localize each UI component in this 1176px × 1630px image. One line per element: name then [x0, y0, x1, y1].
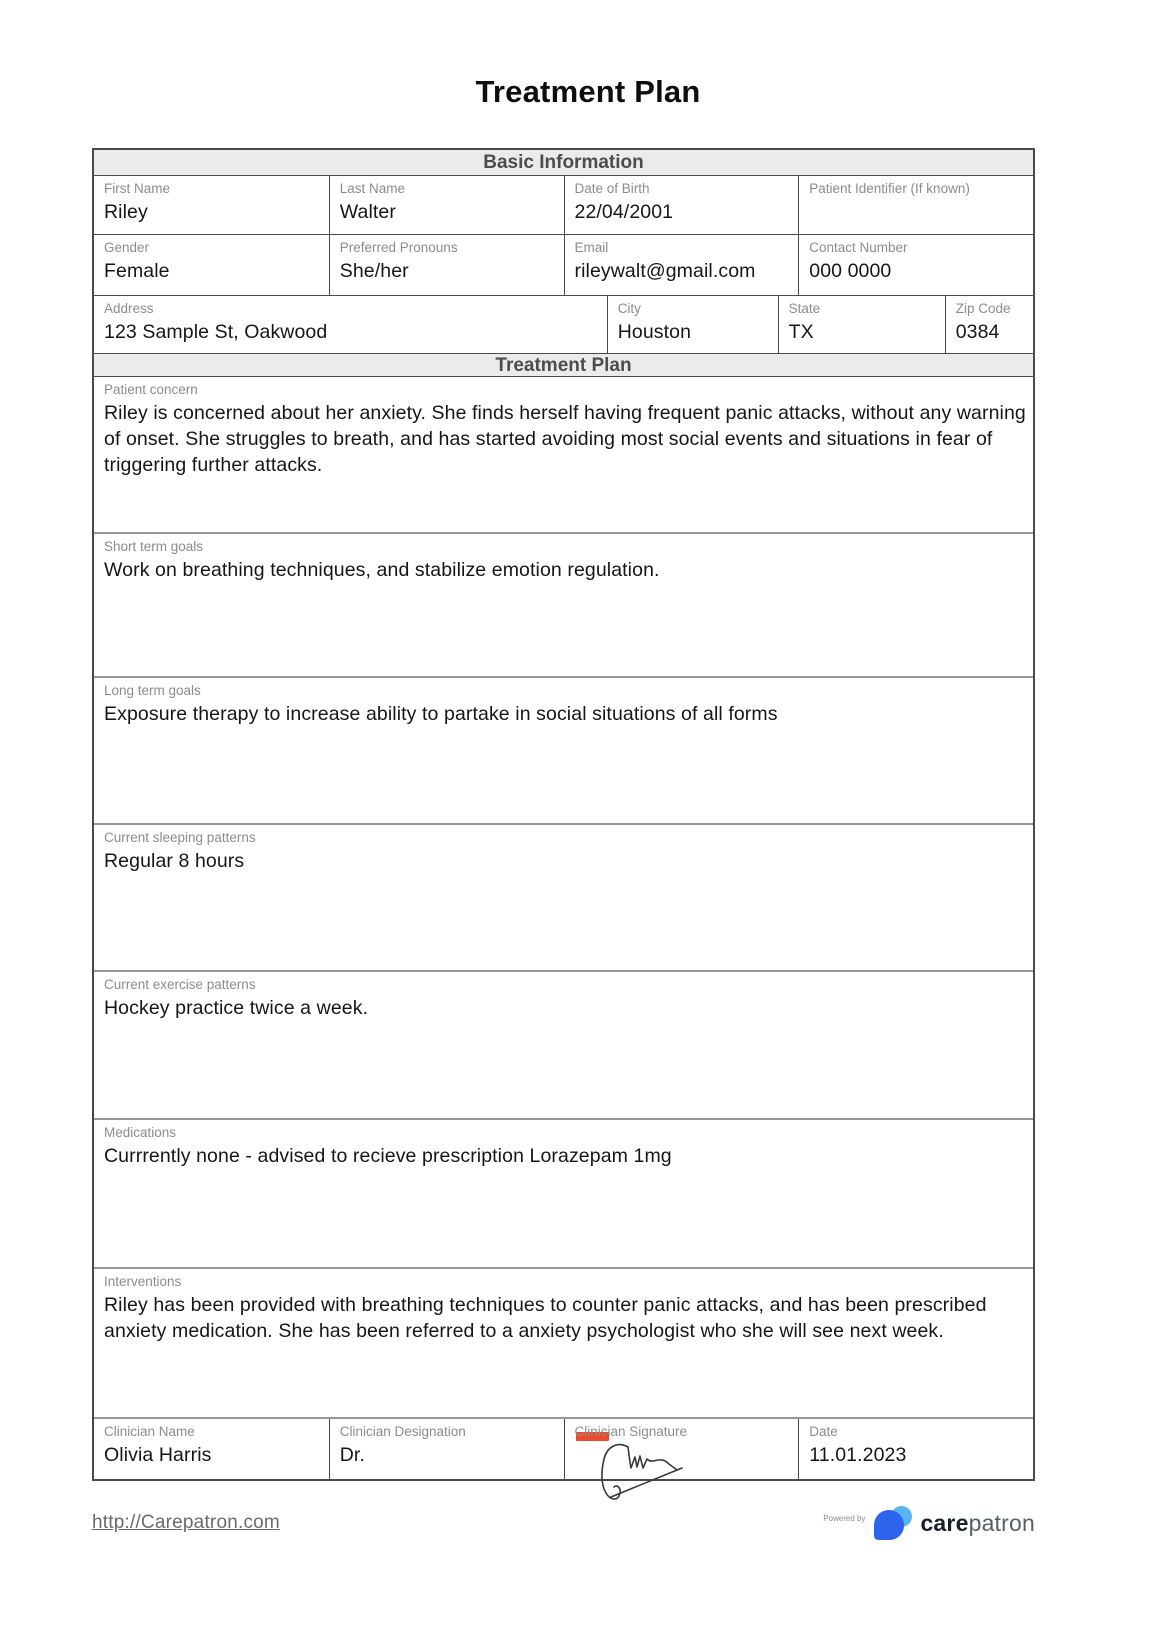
field-date: [798, 1419, 1033, 1479]
field-medications-value: Currrently none - advised to recieve prescription Lorazepam 1mg: [104, 1145, 672, 1167]
field-date-label: Date: [809, 1424, 838, 1439]
field-state-value: TX: [788, 321, 814, 343]
field-clinician-signature-label: Clinician Signature: [574, 1424, 688, 1439]
field-medications: [94, 1120, 1033, 1267]
row-patient-concern: [94, 376, 1033, 532]
treatment-plan-form: [92, 148, 1035, 1481]
field-state-label: State: [788, 301, 821, 316]
field-last-name-label: Last Name: [339, 181, 406, 196]
field-patient-identifier-value: [799, 197, 1033, 199]
field-address-label: Address: [104, 301, 154, 316]
field-first-name: [94, 176, 329, 234]
field-zip-code-value: 0384: [955, 321, 1000, 343]
field-clinician-name-label: Clinician Name: [104, 1424, 195, 1439]
field-short-term-goals-value: Work on breathing techniques, and stabilize emotion regulation.: [104, 559, 660, 581]
field-contact-number-label: Contact Number: [809, 240, 908, 255]
field-date-of-birth-label: Date of Birth: [574, 181, 650, 196]
field-city-label: City: [617, 301, 641, 316]
signature-scribble: [595, 1441, 690, 1506]
field-interventions: [94, 1269, 1033, 1417]
field-clinician-name-value: Olivia Harris: [104, 1444, 212, 1466]
row-address: [94, 295, 1033, 353]
field-current-sleeping-patterns-label: Current sleeping patterns: [104, 830, 256, 845]
field-first-name-value: Riley: [104, 201, 148, 223]
field-email-label: Email: [574, 240, 609, 255]
logo-dark-shape: [874, 1510, 904, 1540]
field-medications-label: Medications: [104, 1125, 177, 1140]
row-current-sleeping-patterns: [94, 823, 1033, 970]
field-long-term-goals: [94, 678, 1033, 823]
field-gender-label: Gender: [104, 240, 150, 255]
field-patient-concern-label: Patient concern: [104, 382, 198, 397]
field-interventions-value: Riley has been provided with breathing techniques to counter panic attacks, and has been prescribed anxiety medication. She has been referred to a anxiety psychologist who she will see next week.: [104, 1294, 987, 1342]
field-state: [778, 296, 945, 353]
brand-wordmark: [920, 1510, 1035, 1537]
field-current-exercise-patterns: [94, 972, 1033, 1118]
section-header-treatment-plan: Treatment Plan: [94, 353, 1033, 376]
field-zip-code: [945, 296, 1033, 353]
field-date-value: 11.01.2023: [809, 1444, 907, 1466]
field-patient-concern-value: Riley is concerned about her anxiety. She finds herself having frequent panic attacks, without any warning of onset. She struggles to breath, and has started avoiding most social events and situations in fear of triggering further attacks.: [104, 402, 1026, 476]
field-last-name: [329, 176, 564, 234]
field-patient-identifier: [798, 176, 1033, 234]
field-preferred-pronouns-label: Preferred Pronouns: [339, 240, 458, 255]
field-clinician-designation: [329, 1419, 564, 1479]
carepatron-logo-icon: [874, 1506, 914, 1540]
field-interventions-label: Interventions: [104, 1274, 182, 1289]
brand-wordmark-care: care: [920, 1509, 969, 1536]
carepatron-brand: [823, 1506, 1035, 1540]
row-name-dob: [94, 175, 1033, 234]
field-long-term-goals-value: Exposure therapy to increase ability to partake in social situations of all forms: [104, 703, 778, 725]
field-email: [564, 235, 799, 295]
row-current-exercise-patterns: [94, 970, 1033, 1118]
field-last-name-value: Walter: [339, 201, 396, 223]
field-long-term-goals-label: Long term goals: [104, 683, 201, 698]
field-date-of-birth: [564, 176, 799, 234]
field-date-of-birth-value: 22/04/2001: [574, 201, 674, 223]
field-city-value: Houston: [617, 321, 692, 343]
field-short-term-goals: [94, 534, 1033, 676]
field-clinician-signature: [564, 1419, 799, 1479]
row-signoff: [94, 1417, 1033, 1479]
field-contact-number: [798, 235, 1033, 295]
field-current-exercise-patterns-value: Hockey practice twice a week.: [104, 997, 369, 1019]
row-short-term-goals: [94, 532, 1033, 676]
carepatron-link[interactable]: http://Carepatron.com: [92, 1512, 280, 1533]
row-gender-contact: [94, 234, 1033, 295]
field-preferred-pronouns: [329, 235, 564, 295]
field-short-term-goals-label: Short term goals: [104, 539, 204, 554]
field-city: [607, 296, 778, 353]
powered-by-label: Powered by: [823, 1513, 866, 1523]
row-medications: [94, 1118, 1033, 1267]
field-zip-code-label: Zip Code: [955, 301, 1011, 316]
page-title: Treatment Plan: [475, 74, 701, 109]
field-first-name-label: First Name: [104, 181, 171, 196]
field-current-sleeping-patterns-value: Regular 8 hours: [104, 850, 245, 872]
field-clinician-designation-label: Clinician Designation: [339, 1424, 466, 1439]
field-address: [94, 296, 607, 353]
brand-wordmark-patron: patron: [968, 1509, 1035, 1536]
row-interventions: [94, 1267, 1033, 1417]
row-long-term-goals: [94, 676, 1033, 823]
field-gender: [94, 235, 329, 295]
field-email-value: rileywalt@gmail.com: [574, 260, 756, 282]
field-clinician-designation-value: Dr.: [339, 1444, 365, 1466]
field-patient-concern: [94, 377, 1033, 532]
field-current-sleeping-patterns: [94, 825, 1033, 970]
page-footer: [92, 1506, 1035, 1540]
field-address-value: 123 Sample St, Oakwood: [104, 321, 328, 343]
field-gender-value: Female: [104, 260, 170, 282]
field-patient-identifier-label: Patient Identifier (If known): [809, 181, 970, 196]
section-header-basic-information: Basic Information: [94, 150, 1033, 175]
field-current-exercise-patterns-label: Current exercise patterns: [104, 977, 256, 992]
field-preferred-pronouns-value: She/her: [339, 260, 409, 282]
field-clinician-name: [94, 1419, 329, 1479]
field-contact-number-value: 000 0000: [809, 260, 892, 282]
